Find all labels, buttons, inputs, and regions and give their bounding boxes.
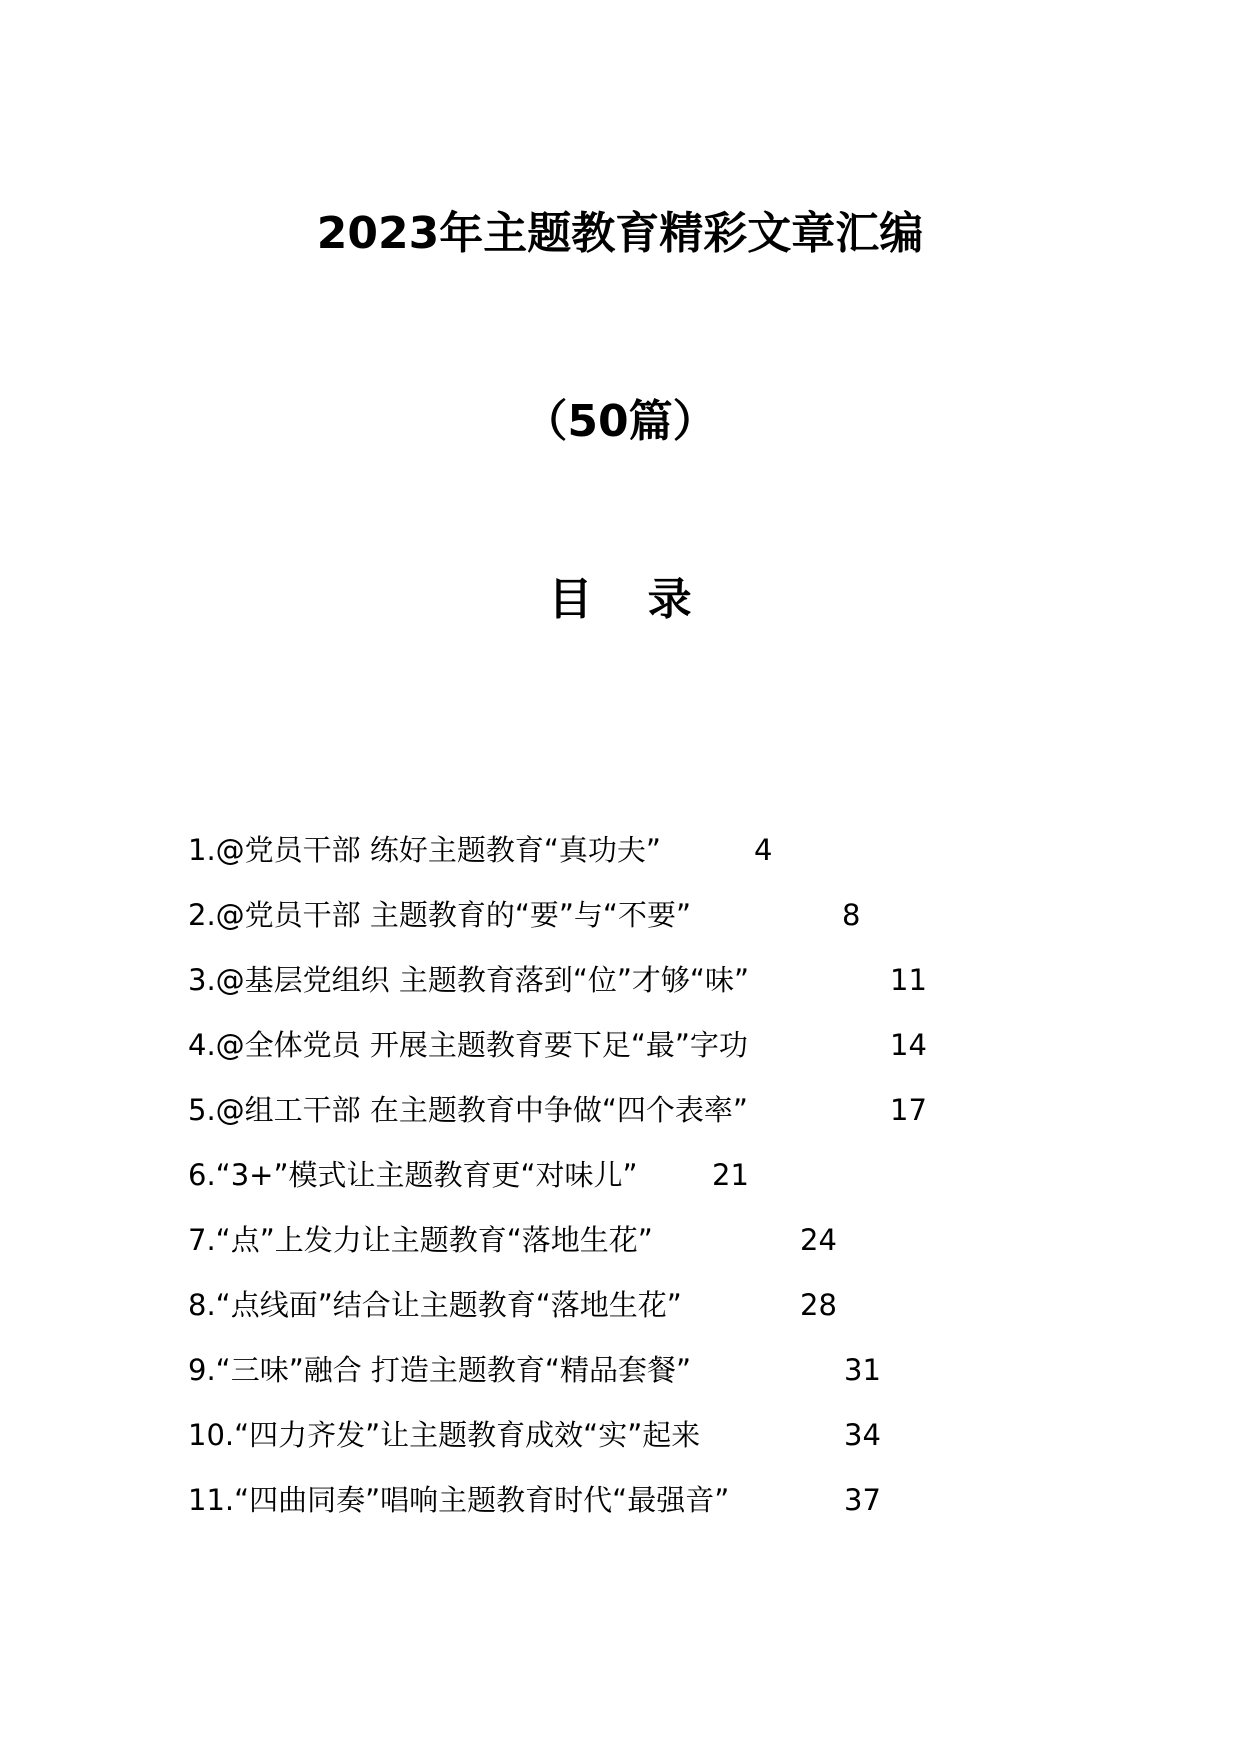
toc-entry-title: 2.@党员干部 主题教育的“要”与“不要” <box>188 898 691 932</box>
toc-entry[interactable] <box>188 891 1088 956</box>
toc-entry-page: 11 <box>890 963 927 997</box>
toc-entry[interactable] <box>188 1086 1088 1151</box>
toc-entry-title: 7.“点”上发力让主题教育“落地生花” <box>188 1223 653 1257</box>
toc-entry[interactable] <box>188 1021 1088 1086</box>
table-of-contents <box>188 826 1088 1541</box>
document-subtitle: （50篇） <box>523 396 717 447</box>
toc-entry-page: 8 <box>842 898 861 932</box>
toc-entry-title: 5.@组工干部 在主题教育中争做“四个表率” <box>188 1093 748 1127</box>
toc-heading: 目 录 <box>548 574 712 625</box>
toc-entry-title: 9.“三味”融合 打造主题教育“精品套餐” <box>188 1353 691 1387</box>
toc-entry[interactable] <box>188 1346 1088 1411</box>
toc-entry-page: 34 <box>844 1418 881 1452</box>
toc-entry-title: 11.“四曲同奏”唱响主题教育时代“最强音” <box>188 1483 730 1517</box>
toc-entry-page: 37 <box>844 1483 881 1517</box>
toc-entry[interactable] <box>188 1281 1088 1346</box>
toc-entry-page: 14 <box>890 1028 927 1062</box>
toc-entry-title: 10.“四力齐发”让主题教育成效“实”起来 <box>188 1418 701 1452</box>
toc-entry-title: 6.“3+”模式让主题教育更“对味儿” <box>188 1158 638 1192</box>
toc-entry-page: 28 <box>800 1288 837 1322</box>
toc-entry[interactable] <box>188 1151 1088 1216</box>
toc-entry-page: 21 <box>712 1158 749 1192</box>
toc-entry-title: 8.“点线面”结合让主题教育“落地生花” <box>188 1288 682 1322</box>
toc-entry-page: 31 <box>844 1353 881 1387</box>
toc-entry[interactable] <box>188 1216 1088 1281</box>
document-title: 2023年主题教育精彩文章汇编 <box>316 208 924 259</box>
toc-entry[interactable] <box>188 826 1088 891</box>
toc-entry-page: 24 <box>800 1223 837 1257</box>
toc-entry-title: 4.@全体党员 开展主题教育要下足“最”字功 <box>188 1028 748 1062</box>
toc-entry[interactable] <box>188 1411 1088 1476</box>
toc-entry-title: 3.@基层党组织 主题教育落到“位”才够“味” <box>188 963 749 997</box>
toc-entry-page: 4 <box>754 833 773 867</box>
toc-entry[interactable] <box>188 956 1088 1021</box>
toc-entry-title: 1.@党员干部 练好主题教育“真功夫” <box>188 833 661 867</box>
toc-entry[interactable] <box>188 1476 1088 1541</box>
toc-entry-page: 17 <box>890 1093 927 1127</box>
